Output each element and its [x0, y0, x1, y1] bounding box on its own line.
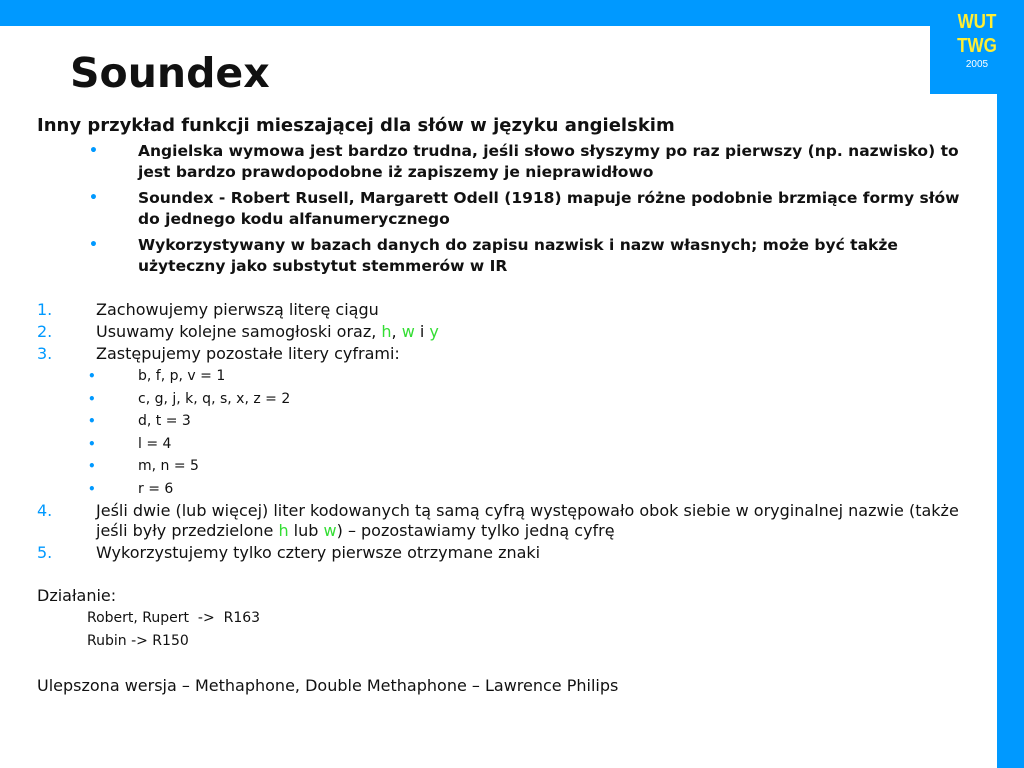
- wut-twg-logo: [930, 0, 1024, 94]
- step-text: Usuwamy kolejne samogłoski oraz,: [96, 322, 382, 341]
- code-list: [37, 366, 967, 499]
- letter-y: y: [429, 322, 439, 341]
- logo-line-2: TWG: [957, 35, 997, 57]
- bullet-icon: •: [88, 436, 96, 451]
- step-text: Zachowujemy pierwszą literę ciągu: [96, 300, 379, 319]
- code-item: [37, 434, 967, 454]
- bullet-icon: •: [89, 143, 98, 159]
- list-item: [37, 141, 967, 183]
- bullet-icon: •: [89, 237, 98, 253]
- numbered-steps: [37, 300, 967, 563]
- step-number: 4.: [37, 501, 53, 520]
- examples: [37, 607, 967, 653]
- letter-h: h: [381, 322, 392, 341]
- logo-line-1: WUT: [957, 11, 997, 33]
- slide-title: Soundex: [70, 49, 270, 97]
- step-text: Zastępujemy pozostałe litery cyframi:: [96, 344, 400, 363]
- code-text: b, f, p, v = 1: [138, 368, 226, 384]
- code-item: [37, 456, 967, 476]
- bullet-text: Angielska wymowa jest bardzo trudna, jeśli słowo słyszymy po raz pierwszy (np. nazwisko) to jest bardzo prawdopodobne iż zapiszemy je nieprawidłowo: [138, 142, 959, 181]
- example-row: Robert, Rupert -> R163: [87, 610, 261, 626]
- right-accent-band: [997, 0, 1024, 768]
- code-text: l = 4: [138, 435, 172, 452]
- footer-note: Ulepszona wersja – Methaphone, Double Methaphone – Lawrence Philips: [37, 676, 619, 695]
- list-item: [37, 235, 967, 277]
- step-text: Wykorzystujemy tylko cztery pierwsze otrzymane znaki: [96, 543, 541, 562]
- letter-h: h: [278, 521, 289, 540]
- bullet-icon: •: [88, 481, 96, 496]
- letter-w: w: [323, 521, 337, 540]
- step-text-end: ) – pozostawiamy tylko jedną cyfrę: [336, 521, 615, 540]
- separator: i: [414, 322, 430, 341]
- separator: ,: [391, 322, 402, 341]
- slide-content: [37, 115, 967, 713]
- code-item: [37, 479, 967, 499]
- code-text: r = 6: [138, 480, 174, 497]
- step-5: [37, 543, 967, 563]
- step-text-mid: lub: [288, 521, 324, 540]
- step-3: [37, 344, 967, 364]
- example-row: Rubin -> R150: [87, 633, 189, 649]
- step-2: [37, 322, 967, 342]
- bullet-icon: •: [88, 459, 96, 473]
- step-1: [37, 300, 967, 320]
- bullet-text: Soundex - Robert Rusell, Margarett Odell (1918) mapuje różne podobnie brzmiące formy słów do jednego kodu alfanumerycznego: [138, 189, 960, 228]
- code-text: m, n = 5: [138, 458, 199, 474]
- code-item: [37, 366, 967, 386]
- code-text: c, g, j, k, q, s, x, z = 2: [138, 390, 291, 407]
- top-accent-band: [0, 0, 1024, 26]
- list-item: [37, 188, 967, 230]
- bullet-icon: •: [88, 391, 96, 406]
- bullet-icon: •: [88, 369, 96, 383]
- step-number: 3.: [37, 344, 53, 363]
- logo-year: 2005: [965, 59, 989, 70]
- code-item: [37, 411, 967, 431]
- code-text: d, t = 3: [138, 413, 191, 429]
- bullet-icon: •: [88, 414, 96, 428]
- step-4: [37, 501, 967, 541]
- step-number: 1.: [37, 300, 53, 319]
- bullet-icon: •: [89, 190, 98, 206]
- example-heading: Działanie:: [37, 586, 117, 605]
- code-item: [37, 389, 967, 409]
- step-text: Jeśli dwie (lub więcej) liter kodowanych tą samą cyfrą występowało obok siebie w oryginalnej nazwie (także jeśli były przedzielone: [96, 501, 959, 540]
- bullet-text: Wykorzystywany w bazach danych do zapisu nazwisk i nazw własnych; może być także użyteczny jako substytut stemmerów w IR: [138, 236, 898, 275]
- letter-w: w: [401, 322, 415, 341]
- bullet-list: [37, 141, 967, 277]
- step-number: 2.: [37, 322, 53, 341]
- step-number: 5.: [37, 543, 53, 562]
- main-heading: Inny przykład funkcji mieszającej dla słów w języku angielskim: [37, 115, 675, 136]
